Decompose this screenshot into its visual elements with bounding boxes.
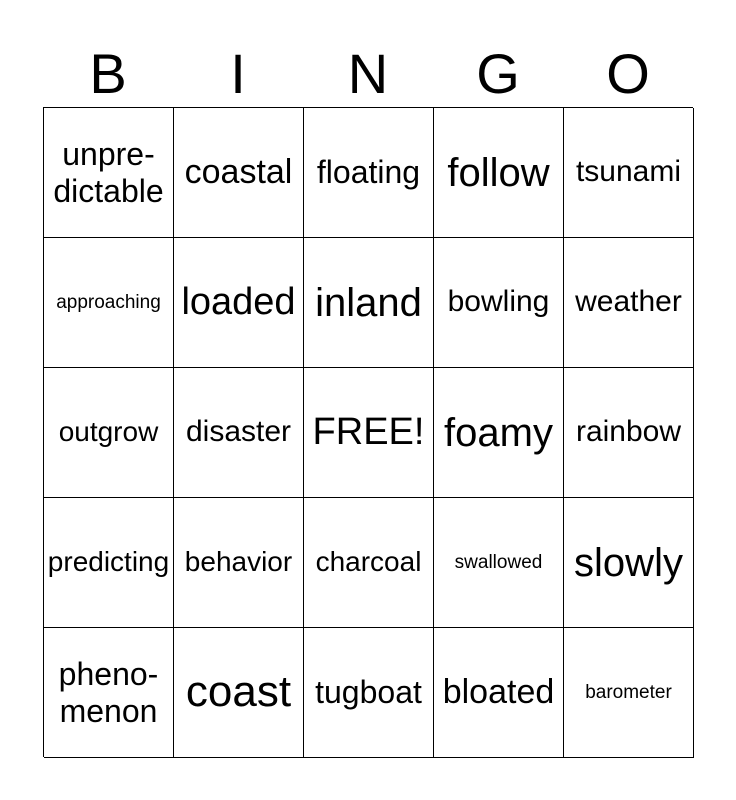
cell-word: rainbow <box>575 415 682 449</box>
cell-word: slowly <box>574 540 683 585</box>
header-letter-i: I <box>230 42 246 105</box>
cell-word: disaster <box>185 415 292 449</box>
bingo-cell[interactable] <box>304 108 434 238</box>
bingo-cell[interactable] <box>434 238 564 368</box>
cell-word: tsunami <box>575 155 682 189</box>
bingo-cell[interactable] <box>564 628 694 758</box>
bingo-header <box>43 40 693 108</box>
bingo-cell[interactable] <box>44 238 174 368</box>
cell-word: pheno- menon <box>58 655 159 729</box>
bingo-cell[interactable] <box>174 498 304 628</box>
cell-word: approaching <box>56 291 161 313</box>
cell-word: loaded <box>181 280 296 323</box>
bingo-cell[interactable] <box>564 498 694 628</box>
cell-word: FREE! <box>312 410 425 453</box>
cell-word: floating <box>316 154 421 191</box>
cell-word: unpre- dictable <box>53 135 164 209</box>
cell-word: foamy <box>444 410 553 455</box>
bingo-cell[interactable] <box>174 108 304 238</box>
bingo-cell[interactable] <box>434 368 564 498</box>
bingo-cell[interactable] <box>434 108 564 238</box>
cell-word: tugboat <box>315 674 422 711</box>
bingo-cell[interactable] <box>564 108 694 238</box>
cell-word: swallowed <box>454 551 543 573</box>
bingo-cell[interactable] <box>304 498 434 628</box>
bingo-cell[interactable] <box>44 498 174 628</box>
bingo-cell[interactable] <box>44 368 174 498</box>
bingo-cell[interactable] <box>434 498 564 628</box>
header-letter-g: G <box>476 42 520 105</box>
cell-word: weather <box>575 285 682 319</box>
bingo-cell[interactable] <box>174 368 304 498</box>
header-letter-o: O <box>606 42 650 105</box>
cell-word: inland <box>315 280 422 325</box>
bingo-cell[interactable] <box>304 628 434 758</box>
bingo-cell[interactable] <box>174 238 304 368</box>
cell-word: outgrow <box>58 416 159 448</box>
bingo-cell[interactable] <box>564 238 694 368</box>
cell-word: barometer <box>585 681 672 703</box>
cell-word: bloated <box>442 672 555 711</box>
cell-word: behavior <box>184 546 293 578</box>
bingo-cell[interactable] <box>434 628 564 758</box>
header-letter-b: B <box>89 42 127 105</box>
bingo-cell[interactable] <box>304 238 434 368</box>
bingo-cell[interactable] <box>174 628 304 758</box>
bingo-cell[interactable] <box>44 628 174 758</box>
header-letter-n: N <box>347 42 389 105</box>
cell-word: coast <box>185 667 292 717</box>
cell-word: charcoal <box>315 546 422 578</box>
bingo-cell[interactable] <box>44 108 174 238</box>
cell-word: bowling <box>447 285 550 319</box>
free-space[interactable] <box>304 368 434 498</box>
bingo-board <box>43 107 693 757</box>
cell-word: predicting <box>47 546 170 578</box>
cell-word: coastal <box>184 152 293 191</box>
cell-word: follow <box>447 150 550 195</box>
bingo-cell[interactable] <box>564 368 694 498</box>
